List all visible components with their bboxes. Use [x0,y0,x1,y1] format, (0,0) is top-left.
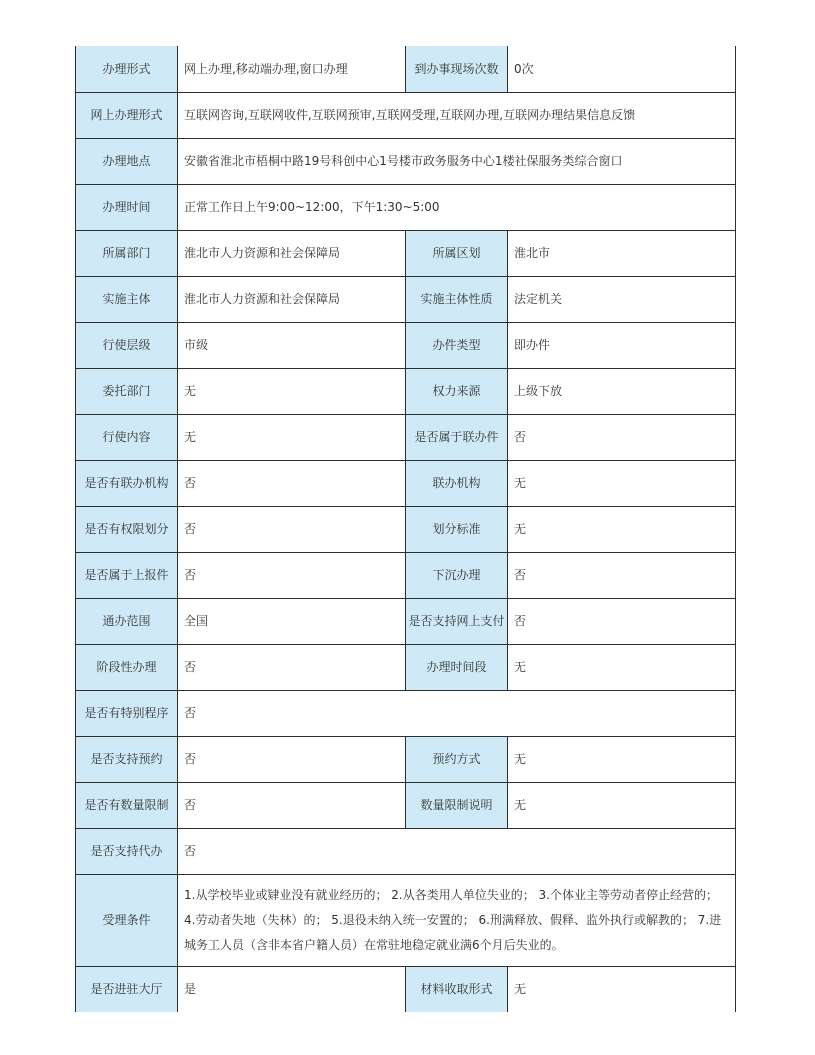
field-value: 无 [508,736,736,782]
field-value: 无 [508,506,736,552]
field-label: 所属区划 [406,230,508,276]
field-label: 权力来源 [406,368,508,414]
field-value: 否 [178,460,406,506]
table-row [76,874,736,966]
table-row [76,506,736,552]
field-value: 1.从学校毕业或肄业没有就业经历的； 2.从各类用人单位失业的； 3.个体业主等劳动者停止经营的；4.劳动者失地（失林）的； 5.退役未纳入统一安置的； 6.刑满释放、假释、监外执行或解教的； 7.进城务工人员（含非本省户籍人员）在常驻地稳定就业满6个月后失业的。 [178,874,736,966]
field-label: 材料收取形式 [406,966,508,1012]
table-row [76,736,736,782]
field-value: 否 [178,552,406,598]
field-label: 预约方式 [406,736,508,782]
field-value: 无 [508,644,736,690]
field-label: 办理地点 [76,138,178,184]
table-row [76,46,736,92]
field-label: 受理条件 [76,874,178,966]
table-row [76,322,736,368]
field-value: 无 [178,414,406,460]
field-label: 划分标准 [406,506,508,552]
field-label: 到办事现场次数 [406,46,508,92]
field-value: 淮北市人力资源和社会保障局 [178,230,406,276]
field-label: 是否支持网上支付 [406,598,508,644]
field-label: 是否有权限划分 [76,506,178,552]
field-value: 是 [178,966,406,1012]
field-label: 是否有特别程序 [76,690,178,736]
table-row [76,644,736,690]
field-value: 否 [178,782,406,828]
field-label: 所属部门 [76,230,178,276]
field-value: 网上办理,移动端办理,窗口办理 [178,46,406,92]
field-value: 否 [178,828,736,874]
field-value: 安徽省淮北市梧桐中路19号科创中心1号楼市政务服务中心1楼社保服务类综合窗口 [178,138,736,184]
field-value: 否 [508,414,736,460]
field-value: 淮北市人力资源和社会保障局 [178,276,406,322]
field-value: 否 [178,736,406,782]
field-label: 网上办理形式 [76,92,178,138]
table-row [76,828,736,874]
table-row [76,414,736,460]
table-row [76,368,736,414]
field-value: 无 [178,368,406,414]
field-label: 下沉办理 [406,552,508,598]
field-label: 是否支持代办 [76,828,178,874]
table-row [76,460,736,506]
field-label: 联办机构 [406,460,508,506]
field-label: 是否进驻大厅 [76,966,178,1012]
field-label: 实施主体性质 [406,276,508,322]
field-label: 是否属于上报件 [76,552,178,598]
field-label: 阶段性办理 [76,644,178,690]
field-value: 无 [508,460,736,506]
table-body [76,46,736,1012]
field-label: 行使层级 [76,322,178,368]
field-value: 否 [508,552,736,598]
field-value: 否 [178,506,406,552]
table-row [76,690,736,736]
field-label: 办理时间段 [406,644,508,690]
field-value: 否 [508,598,736,644]
table-row [76,138,736,184]
field-label: 是否有联办机构 [76,460,178,506]
field-value: 全国 [178,598,406,644]
service-info-sheet [75,46,735,1012]
table-row [76,92,736,138]
field-value: 否 [178,690,736,736]
field-value: 互联网咨询,互联网收件,互联网预审,互联网受理,互联网办理,互联网办理结果信息反馈 [178,92,736,138]
table-row [76,782,736,828]
table-row [76,598,736,644]
field-value: 无 [508,782,736,828]
field-label: 是否属于联办件 [406,414,508,460]
field-label: 委托部门 [76,368,178,414]
field-value: 即办件 [508,322,736,368]
field-label: 办理时间 [76,184,178,230]
field-value: 无 [508,966,736,1012]
field-value: 0次 [508,46,736,92]
field-value: 市级 [178,322,406,368]
field-label: 办件类型 [406,322,508,368]
table-row [76,966,736,1012]
field-value: 否 [178,644,406,690]
field-value: 上级下放 [508,368,736,414]
field-value: 淮北市 [508,230,736,276]
field-label: 办理形式 [76,46,178,92]
table-row [76,552,736,598]
field-label: 是否有数量限制 [76,782,178,828]
service-info-table [75,46,736,1012]
field-label: 实施主体 [76,276,178,322]
field-label: 通办范围 [76,598,178,644]
field-label: 是否支持预约 [76,736,178,782]
table-row [76,230,736,276]
field-value: 法定机关 [508,276,736,322]
table-row [76,184,736,230]
field-value: 正常工作日上午9:00~12:00，下午1:30~5:00 [178,184,736,230]
field-label: 行使内容 [76,414,178,460]
table-row [76,276,736,322]
field-label: 数量限制说明 [406,782,508,828]
